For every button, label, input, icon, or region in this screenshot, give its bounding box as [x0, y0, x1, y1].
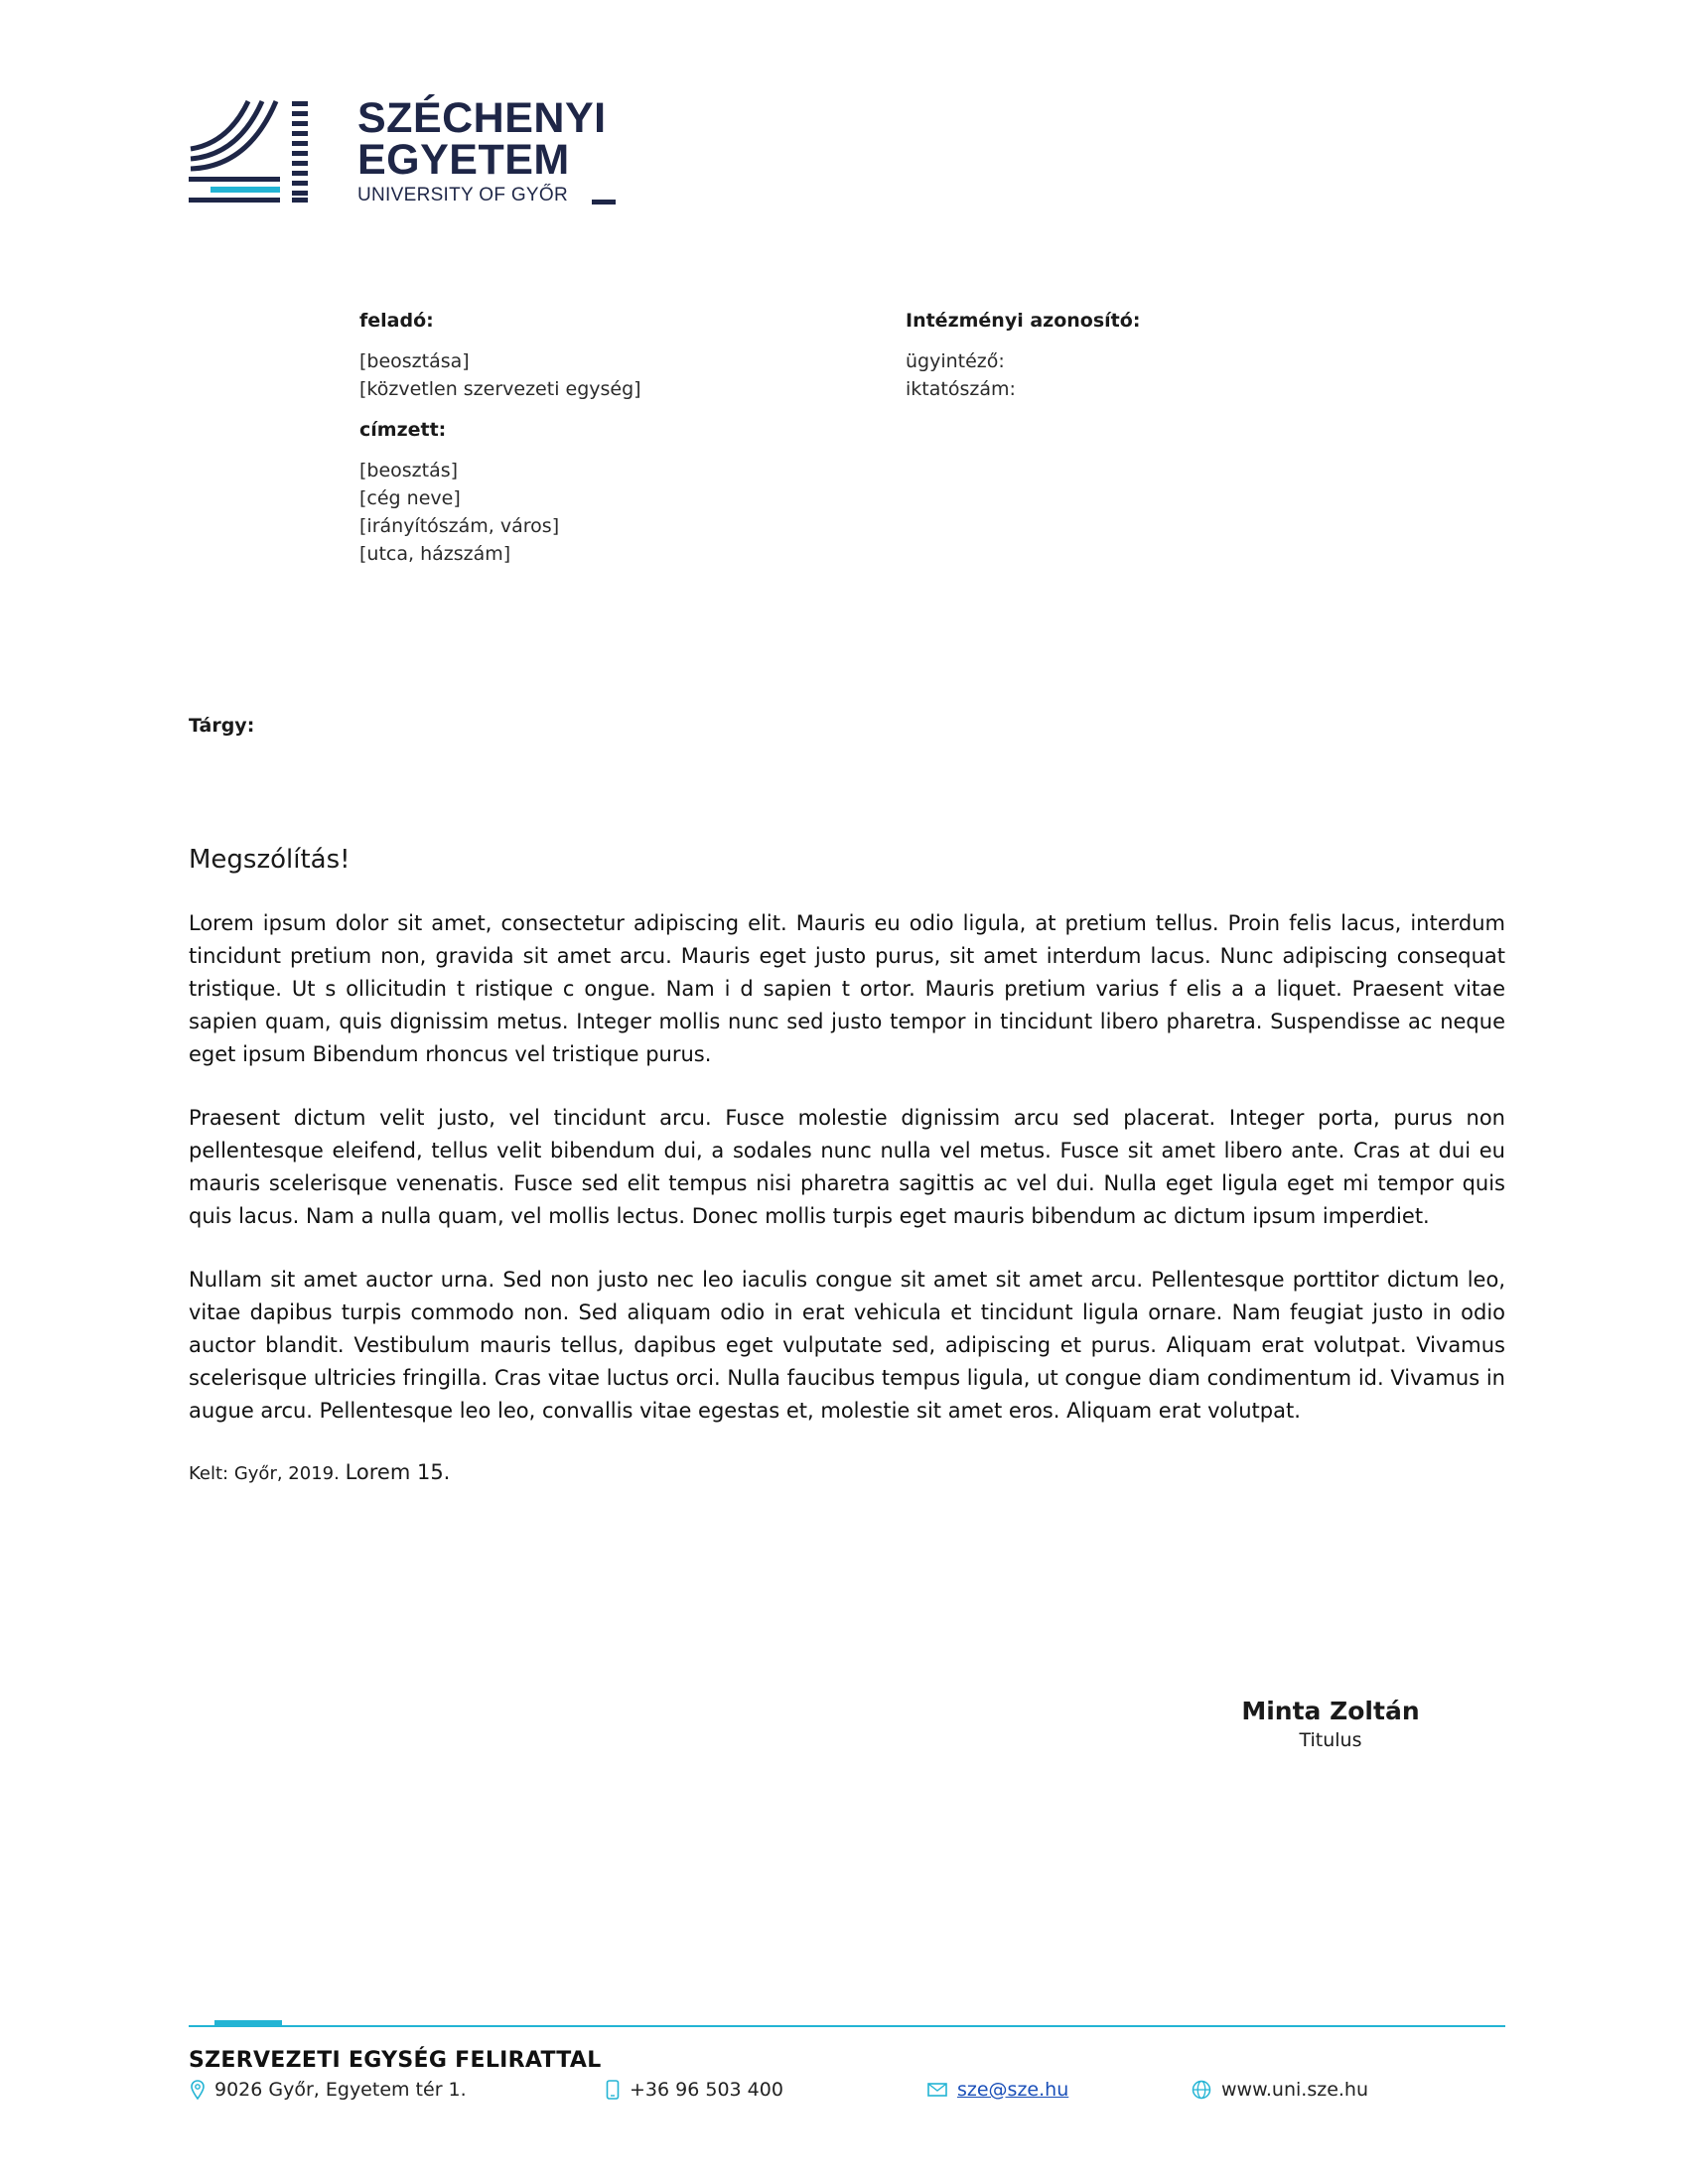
body-paragraph: Lorem ipsum dolor sit amet, consectetur adipiscing elit. Mauris eu odio ligula, at pretium tellus. Proin felis lacus, interdum tincidunt pretium non, gravida sit amet arcu. Mauris eget justo purus, sit amet interdum lacus. Nunc adipiscing consequat tristique. Ut s ollicitudin t ristique c ongue. Nam i d sapien t ortor. Mauris pretium varius f elis a a liquet. Praesent vitae sapien quam, quis dignissim metus. Integer mollis nunc sed justo tempor in tincidunt libero pharetra. Suspendisse ac neque eget ipsum Bibendum rhoncus vel tristique purus. — [189, 911, 1505, 1066]
logo-wordmark — [357, 94, 616, 206]
signature-name: Minta Zoltán — [1241, 1697, 1420, 1725]
institution-line: ügyintéző: — [906, 350, 1005, 372]
logo-subtitle: UNIVERSITY OF GYŐR — [357, 185, 568, 205]
footer-address — [191, 2077, 467, 2103]
institution-block — [906, 308, 1402, 403]
footer-accent-bar — [214, 2020, 282, 2026]
sender-line: [közvetlen szervezeti egység] — [359, 378, 641, 400]
body-paragraph: Nullam sit amet auctor urna. Sed non justo nec leo iaculis congue sit amet sit amet arcu. Pellentesque porttitor dictum leo, vitae dapibus turpis commodo non. Sed aliquam odio in erat vehicula et tincidunt ligula ornare. Nam feugiat justo in odio auctor blandit. Vestibulum mauris tellus, dapibus eget vulputate sed, adipiscing et purus. Aliquam erat volutpat. Vivamus scelerisque ultricies fringilla. Cras vitae luctus orci. Nulla faucibus tempus ligula, ut congue diam condimentum id. Vivamus in augue arcu. Pellentesque leo leo, convallis vitae egestas et, molestie sit amet eros. Aliquam erat volutpat. — [189, 1268, 1505, 1423]
date-prefix: Kelt: Győr, 2019. — [189, 1463, 340, 1484]
institution-line: iktatószám: — [906, 378, 1016, 400]
university-logo — [189, 94, 635, 216]
salutation: Megszólítás! — [189, 845, 351, 875]
footer-email — [927, 2077, 1068, 2103]
footer-web-text: www.uni.sze.hu — [1221, 2079, 1369, 2101]
recipient-line: [beosztás] — [359, 460, 459, 481]
footer-address-text: 9026 Győr, Egyetem tér 1. — [214, 2079, 467, 2101]
logo-line-3 — [357, 185, 616, 206]
date-value: Lorem 15. — [345, 1460, 451, 1484]
footer-unit-name: SZERVEZETI EGYSÉG FELIRATTAL — [189, 2048, 602, 2073]
recipient-label: címzett: — [359, 419, 447, 441]
institution-label: Intézményi azonosító: — [906, 310, 1141, 332]
sender-label: feladó: — [359, 310, 434, 332]
sender-block — [359, 308, 856, 403]
footer-email-link[interactable]: sze@sze.hu — [957, 2079, 1069, 2101]
letter-body — [189, 907, 1505, 1458]
location-pin-icon — [191, 2080, 205, 2100]
logo-line-2: EGYETEM — [357, 136, 570, 184]
date-line — [189, 1457, 450, 1489]
globe-icon — [1192, 2080, 1211, 2100]
signature-title: Titulus — [1299, 1729, 1362, 1751]
subject-label: Tárgy: — [189, 715, 255, 737]
footer-divider — [189, 2025, 1505, 2027]
logo-line-1: SZÉCHENYI — [357, 94, 607, 142]
signature-block — [1231, 1696, 1430, 1753]
footer-phone — [606, 2077, 783, 2103]
footer-web — [1192, 2077, 1368, 2103]
recipient-line: [utca, házszám] — [359, 543, 511, 565]
recipient-block — [359, 417, 856, 568]
body-paragraph: Praesent dictum velit justo, vel tincidunt arcu. Fusce molestie dignissim arcu sed placerat. Integer porta, purus non pellentesque eleifend, tellus velit bibendum dui, a sodales nunc nulla vel metus. Fusce sit amet libero ante. Cras at dui eu mauris scelerisque venenatis. Fusce sed elit tempus nisi pharetra sagittis ac vel dui. Nulla eget ligula eget mi tempor quis quis lacus. Nam a nulla quam, vel mollis lectus. Donec mollis turpis eget mauris bibendum ac dictum ipsum imperdiet. — [189, 1106, 1505, 1228]
recipient-line: [cég neve] — [359, 487, 461, 509]
footer-phone-text: +36 96 503 400 — [630, 2079, 783, 2101]
phone-icon — [606, 2080, 620, 2100]
logo-dash — [592, 200, 616, 205]
envelope-icon — [927, 2083, 947, 2097]
sender-line: [beosztása] — [359, 350, 470, 372]
logo-mark-icon — [189, 97, 318, 206]
recipient-line: [irányítószám, város] — [359, 515, 560, 537]
